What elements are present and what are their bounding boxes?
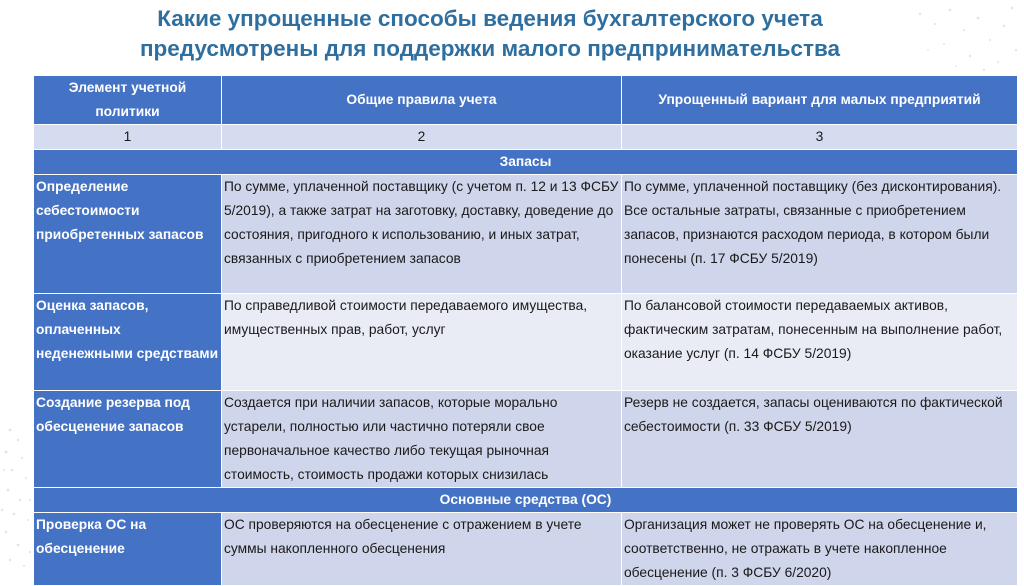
column-number-3: 3 (622, 125, 1018, 150)
row-simplified-cell: По сумме, уплаченной поставщику (без дисконтирования). Все остальные затраты, связанные с приобретением запасов, признаются расходом периода, в котором были понесены (п. 17 ФСБУ 5/2019) (622, 175, 1018, 294)
row-general-cell: ОС проверяются на обесценение с отражением в учете суммы накопленного обесценения (222, 513, 622, 586)
header-cell-element: Элемент учетной политики (34, 76, 222, 125)
table-row (34, 391, 1018, 488)
row-element-cell: Создание резерва под обесценение запасов (34, 391, 222, 488)
section-row-fixed-assets (34, 488, 1018, 513)
section-row-inventory (34, 150, 1018, 175)
row-general-cell: По справедливой стоимости передаваемого имущества, имущественных прав, работ, услуг (222, 294, 622, 391)
slide-title-line-2: предусмотрены для поддержки малого предпринимательства (139, 36, 841, 61)
row-element-cell: Оценка запасов, оплаченных неденежными средствами (34, 294, 222, 391)
row-simplified-cell: По балансовой стоимости передаваемых активов, фактическим затратам, понесенным на выполнение работ, оказание услуг (п. 14 ФСБУ 5/2019) (622, 294, 1018, 391)
column-number-2: 2 (222, 125, 622, 150)
comparison-table (33, 75, 1018, 586)
row-element-cell: Проверка ОС на обесценение (34, 513, 222, 586)
table-header-row (34, 76, 1018, 125)
slide-title-line-1: Какие упрощенные способы ведения бухгалтерского учета (157, 6, 823, 31)
row-general-cell: Создается при наличии запасов, которые морально устарели, полностью или частично потеряли свое первоначальное качество либо текущая рыночная стоимость, стоимость продажи которых снизилась (222, 391, 622, 488)
section-title: Запасы (34, 150, 1018, 175)
table-row (34, 513, 1018, 586)
slide-title (40, 4, 940, 64)
table-row (34, 294, 1018, 391)
row-element-cell: Определение себестоимости приобретенных запасов (34, 175, 222, 294)
row-simplified-cell: Резерв не создается, запасы оцениваются по фактической себестоимости (п. 33 ФСБУ 5/2019) (622, 391, 1018, 488)
header-cell-simplified: Упрощенный вариант для малых предприятий (622, 76, 1018, 125)
column-number-1: 1 (34, 125, 222, 150)
row-simplified-cell: Организация может не проверять ОС на обесценение и, соответственно, не отражать в учете накопленное обесценение (п. 3 ФСБУ 6/2020) (622, 513, 1018, 586)
row-general-cell: По сумме, уплаченной поставщику (с учетом п. 12 и 13 ФСБУ 5/2019), а также затрат на заготовку, доставку, доведение до состояния, пригодного к использованию, и иных затрат, связанных с приобретением запасов (222, 175, 622, 294)
section-title: Основные средства (ОС) (34, 488, 1018, 513)
table-row (34, 175, 1018, 294)
column-number-row (34, 125, 1018, 150)
header-cell-general: Общие правила учета (222, 76, 622, 125)
